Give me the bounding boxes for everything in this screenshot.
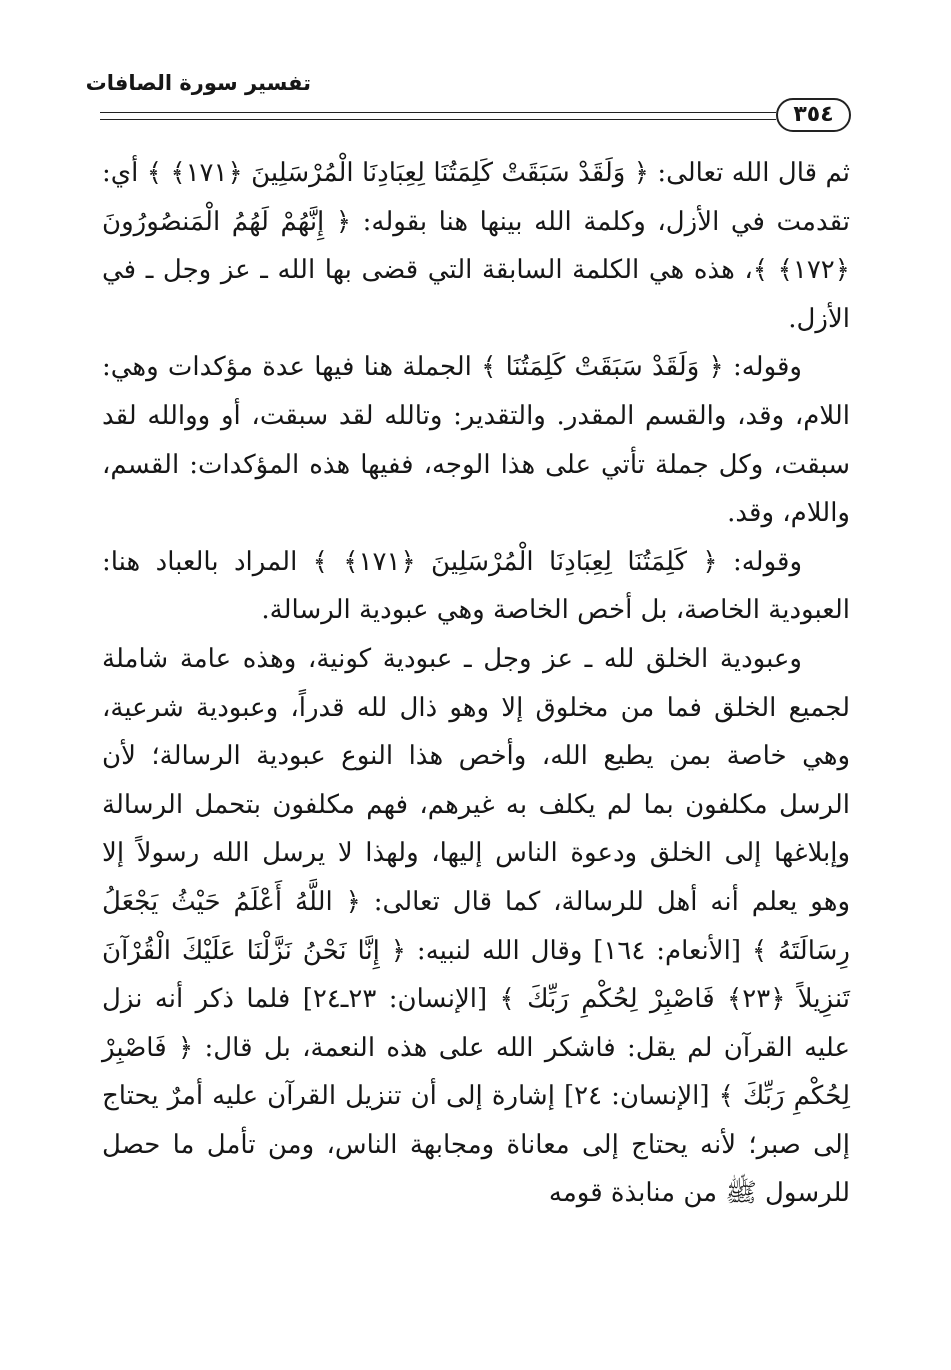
paragraph-4: وعبودية الخلق لله ـ عز وجل ـ عبودية كونية، وهذه عامة شاملة لجميع الخلق فما من مخلوق إلا وهو ذال لله قدراً، وعبودية شرعية، وهي خاصة بمن يطيع الله، وأخص هذا النوع عبودية الرسالة؛ لأن الرسل مكلفون بما لم يكلف به غيرهم، فهم مكلفون بتحمل الرسالة وإبلاغها إلى الخلق ودعوة الناس إليها، ولهذا لا يرسل الله رسولاً إلا وهو يعلم أنه أهل للرسالة، كما قال تعالى: ﴿ اللَّهُ أَعْلَمُ حَيْثُ يَجْعَلُ رِسَالَتَهُ ﴾ [الأنعام: ١٦٤] وقال الله لنبيه: ﴿ إِنَّا نَحْنُ نَزَّلْنَا عَلَيْكَ الْقُرْآنَ تَنزِيلاً ﴿٢٣﴾ فَاصْبِرْ لِحُكْمِ رَبِّكَ ﴾ [الإنسان: ٢٣ـ٢٤] فلما ذكر أنه نزل عليه القرآن لم يقل: فاشكر الله على هذه النعمة، بل قال: ﴿ فَاصْبِرْ لِحُكْمِ رَبِّكَ ﴾ [الإنسان: ٢٤] إشارة إلى أن تنزيل القرآن عليه أمرٌ يحتاج إلى صبر؛ لأنه يحتاج إلى معاناة ومجابهة الناس، ومن تأمل ما حصل للرسول ﷺ من منابذة قومه [102, 643, 851, 1209]
paragraph-3: وقوله: ﴿ كَلِمَتُنَا لِعِبَادِنَا الْمُرْسَلِينَ ﴿١٧١﴾ ﴾ المراد بالعباد هنا: العبودية الخاصة، بل أخص الخاصة وهي عبودية الرسالة. [102, 546, 850, 626]
header-rule-top [100, 112, 776, 113]
paragraph-1: ثم قال الله تعالى: ﴿ وَلَقَدْ سَبَقَتْ كَلِمَتُنَا لِعِبَادِنَا الْمُرْسَلِينَ ﴿١٧١﴾ ﴾ أي: تقدمت في الأزل، وكلمة الله بينها هنا بقوله: ﴿ إِنَّهُمْ لَهُمُ الْمَنصُورُونَ ﴿١٧٢﴾ ﴾، هذه هي الكلمة السابقة التي قضى بها الله ـ عز وجل ـ في الأزل. [102, 158, 850, 334]
body-text [102, 149, 850, 1218]
paragraph-2: وقوله: ﴿ وَلَقَدْ سَبَقَتْ كَلِمَتُنَا ﴾ الجملة هنا فيها عدة مؤكدات وهي: اللام، وقد، والقسم المقدر. والتقدير: وتالله لقد سبقت، أو ووالله لقد سبقت، وكل جملة تأتي على هذا الوجه، ففيها هذه المؤكدات: القسم، واللام، وقد. [102, 352, 850, 529]
header-rule-bottom [100, 119, 776, 120]
page-number: ٣٥٤ [776, 98, 851, 132]
running-title: تفسير سورة الصافات [85, 71, 311, 95]
